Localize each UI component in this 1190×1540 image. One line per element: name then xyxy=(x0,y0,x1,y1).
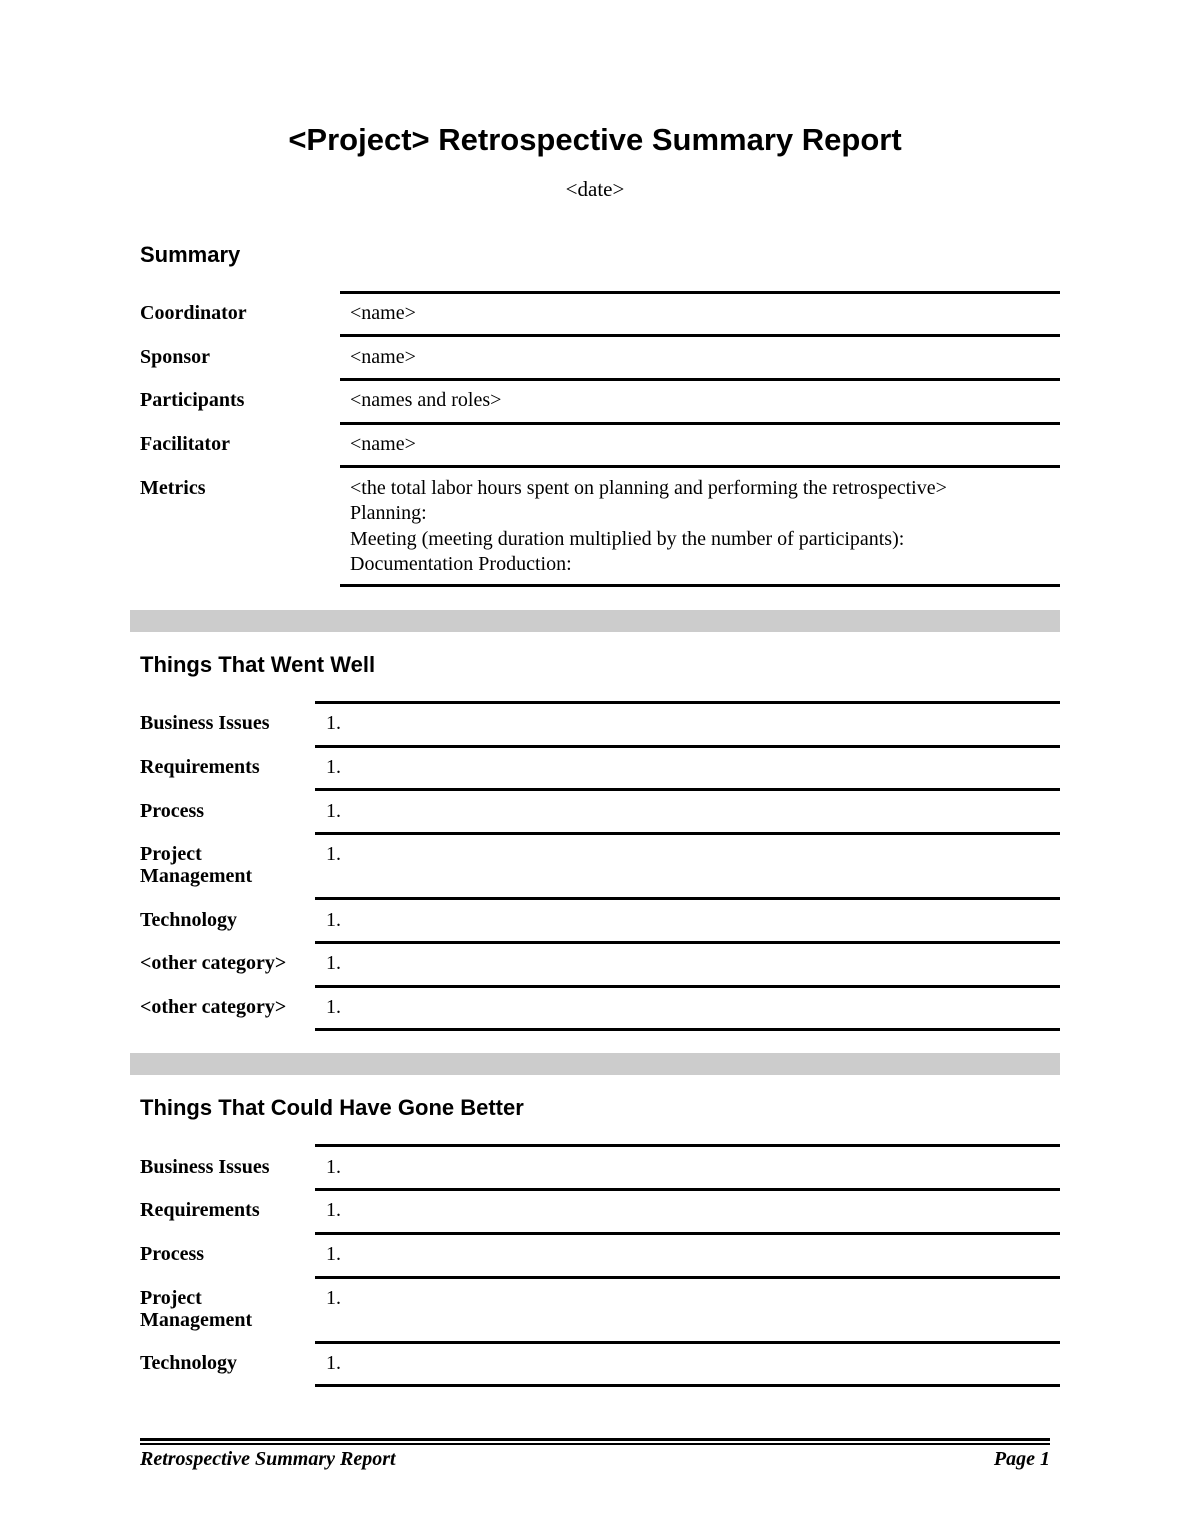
summary-metrics-line: Meeting (meeting duration multiplied by the number of participants): xyxy=(350,528,905,550)
summary-label-participants: Participants xyxy=(140,389,245,411)
could-be-better-label-project-management: Management xyxy=(140,1309,253,1331)
summary-metrics-line: <the total labor hours spent on planning and performing the retrospective> xyxy=(350,477,947,499)
went-well-value: 1. xyxy=(326,909,341,931)
section-divider-band xyxy=(130,1053,1060,1075)
went-well-heading: Things That Went Well xyxy=(140,652,376,677)
went-well-rule xyxy=(315,788,1060,791)
summary-value-coordinator: <name> xyxy=(350,302,416,324)
summary-rule xyxy=(340,422,1060,425)
summary-rule xyxy=(340,584,1060,587)
could-be-better-rule xyxy=(315,1384,1060,1387)
document-date: <date> xyxy=(565,177,625,201)
went-well-label-other-category: <other category> xyxy=(140,952,287,974)
could-be-better-label-business-issues: Business Issues xyxy=(140,1156,270,1178)
summary-rule xyxy=(340,378,1060,381)
went-well-label-requirements: Requirements xyxy=(140,756,260,778)
summary-value-participants: <names and roles> xyxy=(350,389,502,411)
went-well-value: 1. xyxy=(326,756,341,778)
could-be-better-heading: Things That Could Have Gone Better xyxy=(140,1095,524,1120)
went-well-label-project-management: Management xyxy=(140,865,253,887)
could-be-better-rule xyxy=(315,1188,1060,1191)
footer-document-name: Retrospective Summary Report xyxy=(140,1448,396,1470)
could-be-better-value: 1. xyxy=(326,1287,341,1309)
summary-metrics-line: Documentation Production: xyxy=(350,553,572,575)
footer-page-number: Page 1 xyxy=(993,1448,1050,1470)
summary-label-coordinator: Coordinator xyxy=(140,302,247,324)
summary-metrics-line: Planning: xyxy=(350,502,427,524)
could-be-better-rule xyxy=(315,1144,1060,1147)
went-well-label-technology: Technology xyxy=(140,909,238,931)
went-well-value: 1. xyxy=(326,843,341,865)
section-divider-band xyxy=(130,610,1060,632)
went-well-label-project-management: Project xyxy=(140,843,202,865)
went-well-value: 1. xyxy=(326,712,341,734)
went-well-label-other-category: <other category> xyxy=(140,996,287,1018)
summary-label-metrics: Metrics xyxy=(140,477,206,499)
could-be-better-value: 1. xyxy=(326,1199,341,1221)
went-well-rule xyxy=(315,832,1060,835)
summary-value-facilitator: <name> xyxy=(350,433,416,455)
went-well-value: 1. xyxy=(326,800,341,822)
went-well-value: 1. xyxy=(326,952,341,974)
summary-rule xyxy=(340,465,1060,468)
summary-heading: Summary xyxy=(140,242,241,267)
summary-value-sponsor: <name> xyxy=(350,346,416,368)
could-be-better-rule xyxy=(315,1276,1060,1279)
went-well-value: 1. xyxy=(326,996,341,1018)
went-well-rule xyxy=(315,745,1060,748)
could-be-better-label-technology: Technology xyxy=(140,1352,238,1374)
summary-label-sponsor: Sponsor xyxy=(140,346,211,368)
could-be-better-label-requirements: Requirements xyxy=(140,1199,260,1221)
document-title: <Project> Retrospective Summary Report xyxy=(288,122,902,157)
could-be-better-value: 1. xyxy=(326,1352,341,1374)
footer-rule xyxy=(140,1443,1050,1445)
went-well-label-business-issues: Business Issues xyxy=(140,712,270,734)
summary-label-facilitator: Facilitator xyxy=(140,433,230,455)
footer-rule xyxy=(140,1438,1050,1441)
could-be-better-label-process: Process xyxy=(140,1243,205,1265)
could-be-better-rule xyxy=(315,1232,1060,1235)
went-well-rule xyxy=(315,1028,1060,1031)
went-well-label-process: Process xyxy=(140,800,205,822)
could-be-better-label-project-management: Project xyxy=(140,1287,202,1309)
could-be-better-value: 1. xyxy=(326,1243,341,1265)
summary-rule xyxy=(340,334,1060,337)
went-well-rule xyxy=(315,701,1060,704)
could-be-better-rule xyxy=(315,1341,1060,1344)
went-well-rule xyxy=(315,985,1060,988)
could-be-better-value: 1. xyxy=(326,1156,341,1178)
went-well-rule xyxy=(315,941,1060,944)
went-well-rule xyxy=(315,897,1060,900)
summary-rule xyxy=(340,291,1060,294)
